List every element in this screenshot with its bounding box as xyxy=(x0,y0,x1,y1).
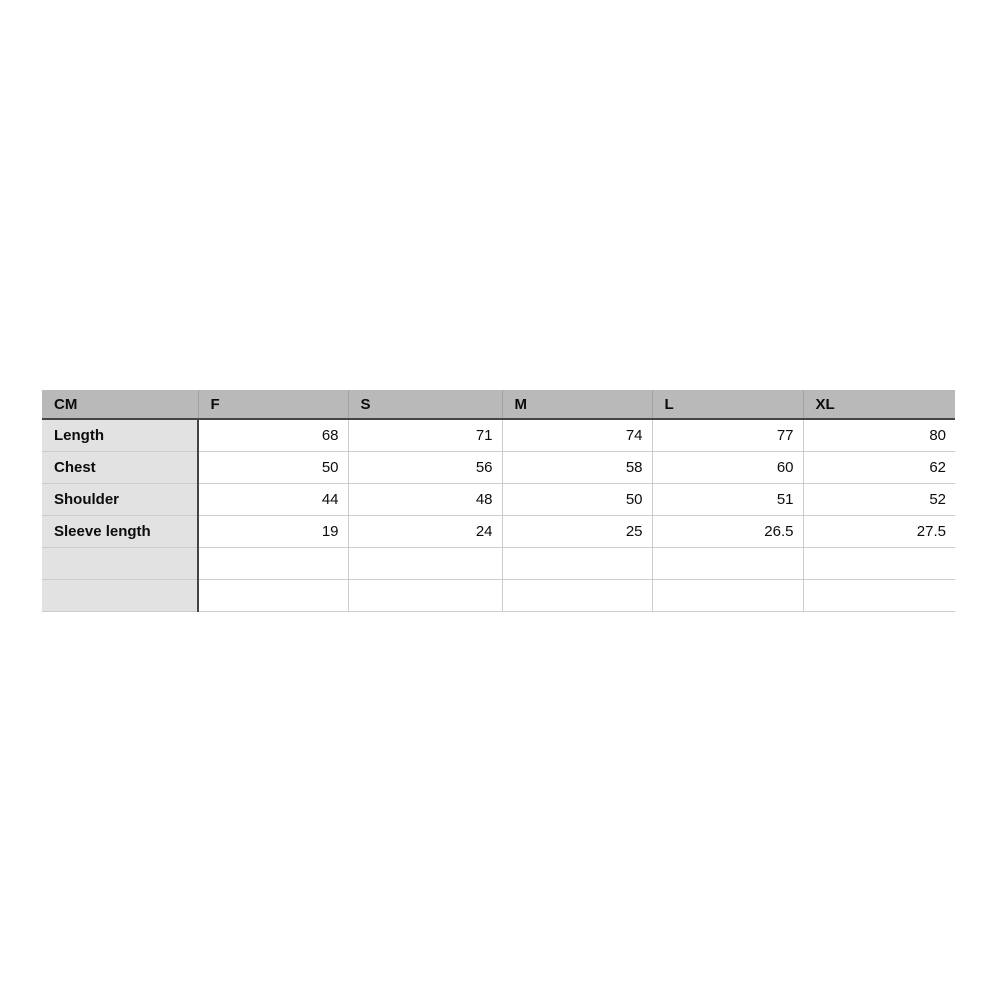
row-label xyxy=(42,547,198,579)
row-label xyxy=(42,579,198,611)
value-cell xyxy=(348,547,502,579)
empty-row xyxy=(42,579,955,611)
value-cell xyxy=(803,547,955,579)
value-cell: 48 xyxy=(348,483,502,515)
value-cell: 50 xyxy=(502,483,652,515)
empty-row xyxy=(42,547,955,579)
value-cell: 44 xyxy=(198,483,348,515)
value-cell: 19 xyxy=(198,515,348,547)
size-column-header-m: M xyxy=(502,390,652,419)
value-cell xyxy=(348,579,502,611)
measurement-row-shoulder xyxy=(42,483,955,515)
value-cell: 51 xyxy=(652,483,803,515)
value-cell xyxy=(803,579,955,611)
value-cell: 27.5 xyxy=(803,515,955,547)
measurement-row-length xyxy=(42,419,955,451)
value-cell xyxy=(652,547,803,579)
value-cell xyxy=(502,579,652,611)
row-label: Chest xyxy=(42,451,198,483)
value-cell: 68 xyxy=(198,419,348,451)
value-cell: 77 xyxy=(652,419,803,451)
value-cell xyxy=(502,547,652,579)
value-cell: 71 xyxy=(348,419,502,451)
value-cell: 25 xyxy=(502,515,652,547)
size-column-header-s: S xyxy=(348,390,502,419)
size-column-header-xl: XL xyxy=(803,390,955,419)
row-label: Sleeve length xyxy=(42,515,198,547)
measurement-row-chest xyxy=(42,451,955,483)
size-chart-table xyxy=(42,390,955,612)
value-cell: 60 xyxy=(652,451,803,483)
value-cell xyxy=(652,579,803,611)
size-column-header-f: F xyxy=(198,390,348,419)
value-cell: 24 xyxy=(348,515,502,547)
value-cell: 74 xyxy=(502,419,652,451)
header-row xyxy=(42,390,955,419)
value-cell: 58 xyxy=(502,451,652,483)
unit-header-cell: CM xyxy=(42,390,198,419)
measurement-row-sleeve-length xyxy=(42,515,955,547)
size-column-header-l: L xyxy=(652,390,803,419)
value-cell: 80 xyxy=(803,419,955,451)
value-cell xyxy=(198,547,348,579)
row-label: Shoulder xyxy=(42,483,198,515)
value-cell: 52 xyxy=(803,483,955,515)
value-cell xyxy=(198,579,348,611)
value-cell: 26.5 xyxy=(652,515,803,547)
value-cell: 50 xyxy=(198,451,348,483)
row-label: Length xyxy=(42,419,198,451)
value-cell: 56 xyxy=(348,451,502,483)
value-cell: 62 xyxy=(803,451,955,483)
